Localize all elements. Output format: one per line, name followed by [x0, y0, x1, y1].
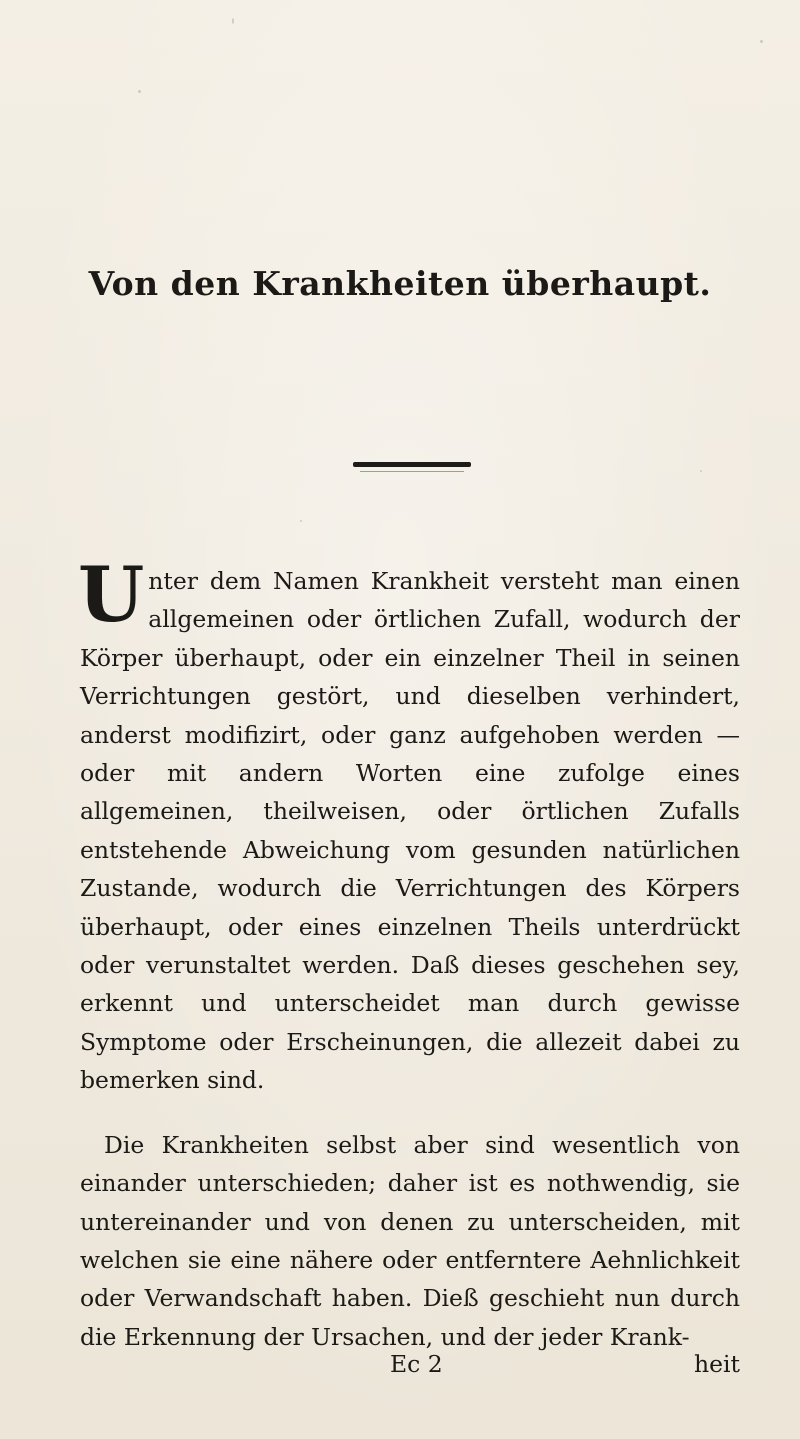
catchword: heit: [693, 1350, 740, 1378]
paper-speck: [300, 520, 302, 522]
paper-speck: [232, 18, 234, 24]
paper-speck: [138, 90, 141, 93]
paragraph-1-text: nter dem Namen Krankheit versteht man einen allgemeinen oder örtlichen Zufall, wodurch der Körper überhaupt, oder ein einzelner Theil in seinen Verrichtungen gestört, und dieselben verhindert, anderst modifizirt, oder ganz aufgehoben werden — oder mit andern Worten eine zufolge eines allgemeinen, theilweisen, oder örtlichen Zufalls entstehende Abweichung vom gesunden natürlichen Zustande, wodurch die Verrichtungen des Körpers überhaupt, oder eines einzelnen Theils unterdrückt oder verunstaltet werden. Daß dieses geschehen sey, erkennt und unterscheidet man durch gewisse Symptome oder Erscheinungen, die allezeit dabei zu bemerken sind.: [80, 567, 740, 1095]
drop-cap: U: [78, 550, 145, 639]
title-rule-shadow: [360, 471, 464, 472]
paragraph-2: Die Krankheiten selbst aber sind wesentlich von einander unterschieden; daher ist es nothwendig, sie untereinander und von denen zu unterscheiden, mit welchen sie eine nähere oder entferntere Aehnlichkeit oder Verwandschaft haben. Dieß geschieht nun durch die Erkennung der Ursachen, und der jeder Krank-: [80, 1130, 740, 1351]
signature-mark: Ec 2: [390, 1350, 443, 1378]
page-footer: [80, 1350, 740, 1386]
title-rule: [353, 462, 471, 467]
body-text: [78, 550, 740, 1356]
paragraph-1: [78, 550, 740, 1100]
paper-speck: [700, 470, 702, 472]
paper-speck: [760, 40, 763, 43]
page-title: Von den Krankheiten überhaupt.: [88, 264, 712, 303]
